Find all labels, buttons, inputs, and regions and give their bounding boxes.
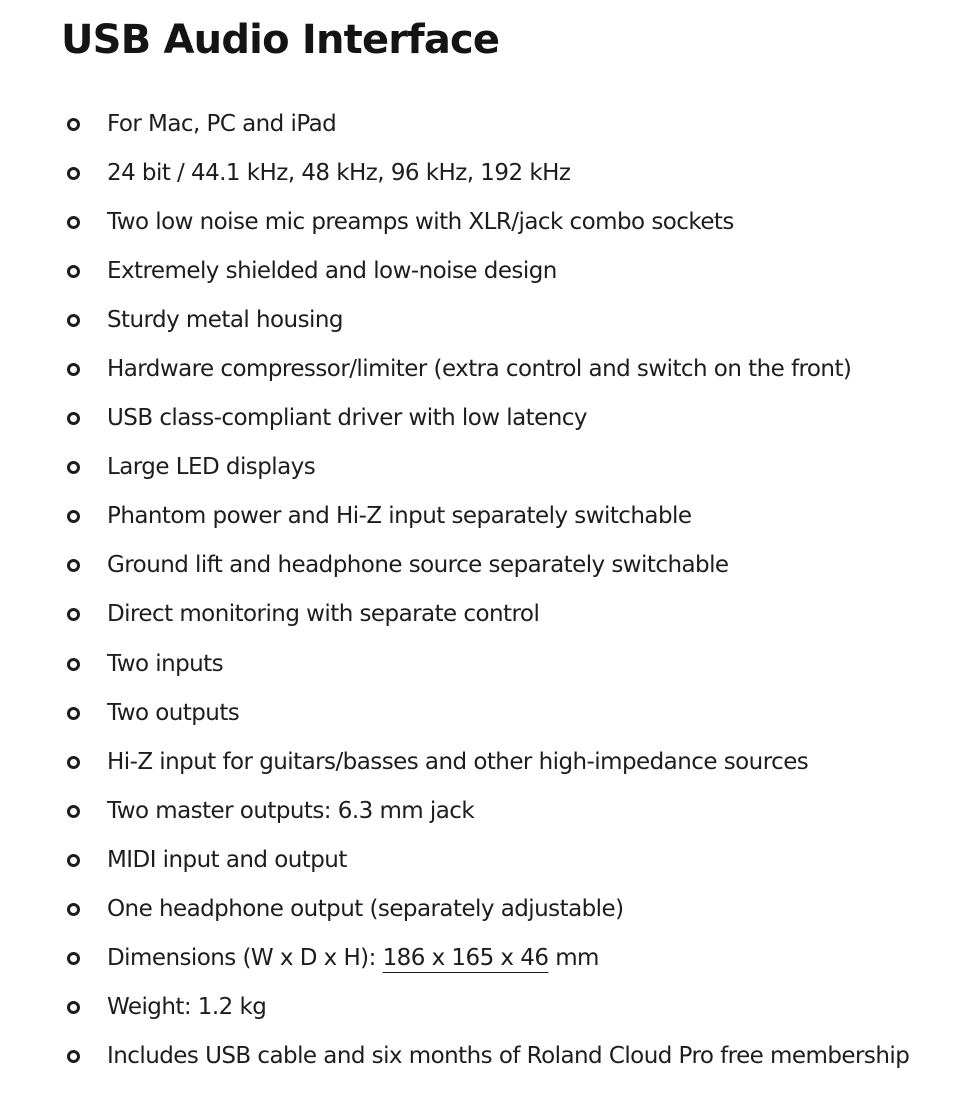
bullet-circle-icon bbox=[67, 658, 80, 671]
feature-text: Two outputs bbox=[107, 699, 240, 726]
feature-list bbox=[0, 100, 960, 1081]
bullet-circle-icon bbox=[67, 1001, 80, 1014]
bullet-circle-icon bbox=[67, 903, 80, 916]
bullet-circle-icon bbox=[67, 314, 80, 327]
dimensions-item bbox=[0, 934, 960, 983]
list-item bbox=[0, 836, 960, 885]
list-item bbox=[0, 149, 960, 198]
bullet-circle-icon bbox=[67, 707, 80, 720]
list-item bbox=[0, 640, 960, 689]
list-item bbox=[0, 738, 960, 787]
weight-text: Weight: 1.2 kg bbox=[107, 993, 267, 1020]
list-item bbox=[0, 247, 960, 296]
dimensions-value-link[interactable]: 186 x 165 x 46 bbox=[382, 944, 549, 971]
bullet-circle-icon bbox=[67, 952, 80, 965]
feature-text: Two inputs bbox=[107, 650, 224, 677]
feature-text: Large LED displays bbox=[107, 454, 316, 481]
list-item bbox=[0, 885, 960, 934]
feature-text: Two master outputs: 6.3 mm jack bbox=[107, 797, 475, 824]
list-item bbox=[0, 590, 960, 639]
bullet-circle-icon bbox=[67, 854, 80, 867]
feature-text: Direct monitoring with separate control bbox=[107, 601, 540, 628]
weight-item bbox=[0, 983, 960, 1032]
bullet-circle-icon bbox=[67, 608, 80, 621]
bullet-circle-icon bbox=[67, 412, 80, 425]
feature-text: 24 bit / 44.1 kHz, 48 kHz, 96 kHz, 192 kHz bbox=[107, 160, 571, 187]
dimensions-label: Dimensions (W x D x H): bbox=[107, 944, 376, 971]
bullet-circle-icon bbox=[67, 461, 80, 474]
bullet-circle-icon bbox=[67, 756, 80, 769]
list-item bbox=[0, 100, 960, 149]
feature-text: Hi-Z input for guitars/basses and other high-impedance sources bbox=[107, 748, 809, 775]
list-item bbox=[0, 443, 960, 492]
feature-text: For Mac, PC and iPad bbox=[107, 111, 337, 137]
list-item bbox=[0, 296, 960, 345]
bullet-circle-icon bbox=[67, 118, 80, 131]
feature-text: Ground lift and headphone source separately switchable bbox=[107, 552, 729, 579]
feature-text: One headphone output (separately adjustable) bbox=[107, 895, 624, 922]
includes-item bbox=[0, 1032, 960, 1081]
bullet-circle-icon bbox=[67, 167, 80, 180]
dimensions-unit: mm bbox=[555, 944, 599, 971]
feature-text: MIDI input and output bbox=[107, 846, 347, 873]
feature-text: Sturdy metal housing bbox=[107, 307, 343, 334]
page-title: USB Audio Interface bbox=[61, 17, 500, 63]
feature-text: Extremely shielded and low-noise design bbox=[107, 258, 557, 285]
list-item bbox=[0, 787, 960, 836]
bullet-circle-icon bbox=[67, 510, 80, 523]
bullet-circle-icon bbox=[67, 265, 80, 278]
list-item bbox=[0, 198, 960, 247]
includes-text: Includes USB cable and six months of Roland Cloud Pro free membership bbox=[107, 1042, 910, 1069]
bullet-circle-icon bbox=[67, 805, 80, 818]
list-item bbox=[0, 689, 960, 738]
bullet-circle-icon bbox=[67, 216, 80, 229]
list-item bbox=[0, 541, 960, 590]
feature-text: Hardware compressor/limiter (extra control and switch on the front) bbox=[107, 356, 852, 383]
feature-text: Two low noise mic preamps with XLR/jack combo sockets bbox=[107, 209, 734, 236]
list-item bbox=[0, 394, 960, 443]
list-item bbox=[0, 492, 960, 541]
feature-text: Phantom power and Hi-Z input separately switchable bbox=[107, 503, 692, 530]
list-item bbox=[0, 345, 960, 394]
bullet-circle-icon bbox=[67, 363, 80, 376]
bullet-circle-icon bbox=[67, 559, 80, 572]
dimensions-text bbox=[107, 934, 599, 983]
feature-text: USB class-compliant driver with low latency bbox=[107, 405, 587, 432]
bullet-circle-icon bbox=[67, 1050, 80, 1063]
